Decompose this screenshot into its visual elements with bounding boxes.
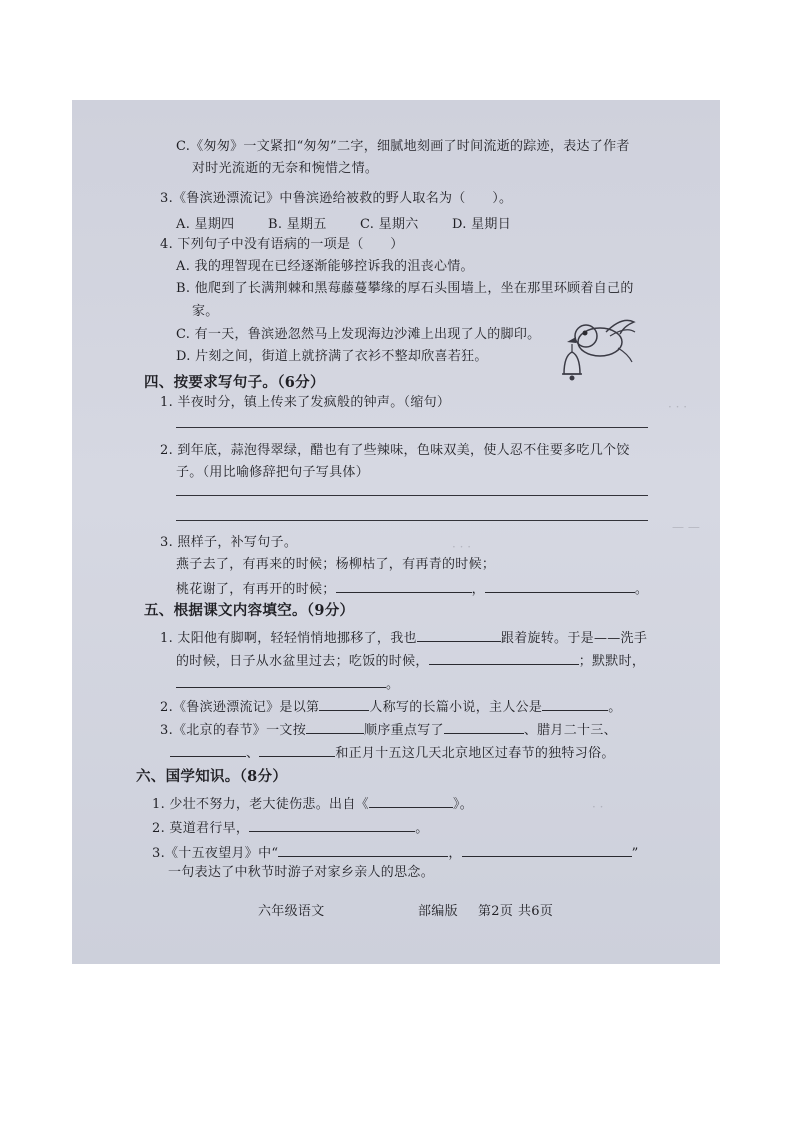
- footer-subject: 六年级语文: [258, 904, 325, 919]
- sec4-q3: 3. 照样子，补写句子。: [160, 535, 298, 550]
- sec6-q3-blank-1[interactable]: [278, 842, 448, 857]
- sec6-q3-line2: 一句表达了中秋节时游子对家乡亲人的思念。: [168, 865, 435, 880]
- q3-options: [176, 216, 544, 234]
- section-5-title: 五、根据课文内容填空。（9分）: [144, 602, 355, 619]
- sec5-q2-text-b: 人称写的长篇小说，主人公是: [369, 700, 543, 715]
- sec6-q2: [152, 817, 429, 838]
- sec5-q1-line3: [176, 673, 399, 694]
- sec6-q1-close: 》。: [452, 797, 474, 812]
- q3-option-d: D. 星期日: [452, 217, 512, 232]
- sec6-q3-blank-2[interactable]: [462, 842, 632, 857]
- sec4-q3-example: 燕子去了，有再来的时候；杨柳枯了，有再青的时候；: [176, 557, 496, 572]
- sec6-q3-quote: ”: [631, 846, 639, 861]
- q2-option-c-line1: C.《匆匆》一文紧扣“匆匆”二字，细腻地刻画了时间流逝的踪迹，表达了作者: [176, 139, 630, 154]
- bleed-through-mark: · · ·: [452, 540, 472, 554]
- exam-page: [72, 100, 720, 964]
- sec6-q3-comma: ，: [448, 846, 462, 861]
- sec5-q3-text-a: 3.《北京的春节》一文按: [160, 723, 307, 738]
- bird-with-bell-icon: [558, 312, 636, 388]
- sec5-q2-blank-2[interactable]: [542, 696, 608, 711]
- sec4-q3-comma: ，: [471, 582, 485, 597]
- sec5-q1-blank-2[interactable]: [429, 650, 579, 665]
- sec5-q2-period: 。: [608, 700, 622, 715]
- sec6-q2-blank[interactable]: [249, 817, 415, 832]
- sec5-q3-sep: 、: [246, 746, 260, 761]
- sec5-q3-blank-4[interactable]: [259, 742, 335, 757]
- sec5-q1-line2: [176, 650, 645, 671]
- sec4-q1: 1. 半夜时分，镇上传来了发疯般的钟声。（缩句）: [160, 395, 451, 410]
- sec5-q1-blank-1[interactable]: [417, 627, 501, 642]
- sec4-q2-line2: 子。（用比喻修辞把句子写具体）: [176, 465, 370, 480]
- sec6-q1-text: 1. 少壮不努力，老大徒伤悲。出自《: [152, 797, 369, 812]
- sec5-q3-blank-3[interactable]: [170, 742, 246, 757]
- q4-option-c: C. 有一天，鲁滨逊忽然马上发现海边沙滩上出现了人的脚印。: [176, 327, 541, 342]
- sec5-q1-text-a: 1. 太阳他有脚啊，轻轻悄悄地挪移了，我也: [160, 631, 417, 646]
- sec4-q2-line1: 2. 到年底，蒜泡得翠绿，醋也有了些辣味，色味双美，使人忍不住要多吃几个饺: [160, 443, 630, 458]
- q4-option-d: D. 片刻之间，街道上就挤满了衣衫不整却欣喜若狂。: [176, 349, 488, 364]
- sec5-q3-line1: [160, 719, 617, 740]
- q4-option-b-line1: B. 他爬到了长满荆棘和黑莓藤蔓攀缘的厚石头围墙上，坐在那里环顾着自己的: [176, 281, 634, 296]
- q4-option-a: A. 我的理智现在已经逐渐能够控诉我的沮丧心情。: [176, 259, 474, 274]
- q2-option-c-line2: 对时光流逝的无奈和惋惜之情。: [192, 161, 379, 176]
- sec5-q2: [160, 696, 622, 717]
- footer-total: 共6页: [518, 904, 554, 919]
- q3-stem: 3.《鲁滨逊漂流记》中鲁滨逊给被救的野人取名为（ ）。: [160, 191, 513, 206]
- sec4-q3-period: 。: [634, 582, 649, 597]
- sec6-q2-period: 。: [415, 821, 429, 836]
- section-6-title: 六、国学知识。（8分）: [136, 768, 288, 785]
- sec6-q2-text: 2. 莫道君行早，: [152, 821, 250, 836]
- sec5-q2-blank-1[interactable]: [319, 696, 369, 711]
- q4-stem: 4. 下列句子中没有语病的一项是（ ）: [160, 237, 404, 252]
- sec4-q3-blank-1[interactable]: [336, 578, 472, 593]
- q4-option-b-line2: 家。: [192, 304, 219, 319]
- sec5-q1-blank-3[interactable]: [176, 673, 386, 688]
- sec6-q3-line1: [152, 842, 639, 863]
- sec5-q3-text-b: 顺序重点写了: [364, 723, 444, 738]
- sec5-q3-text-c: 、腊月二十三、: [523, 723, 617, 738]
- sec5-q1-period: 。: [386, 677, 400, 692]
- bleed-through-mark: · · ·: [668, 400, 688, 414]
- sec5-q3-blank-1[interactable]: [306, 719, 364, 734]
- sec4-q3-fill-line: [176, 578, 648, 599]
- sec4-q2-answer-line-2[interactable]: [176, 520, 648, 521]
- q3-option-c: C. 星期六: [360, 217, 419, 232]
- section-4-title: 四、按要求写句子。（6分）: [144, 374, 325, 391]
- sec4-q2-answer-line-1[interactable]: [176, 495, 648, 496]
- sec6-q1-blank[interactable]: [369, 793, 453, 808]
- sec5-q1-text-c: 的时候，日子从水盆里过去；吃饭的时候，: [176, 654, 429, 669]
- sec5-q1-line1: [160, 627, 647, 648]
- sec5-q2-text-a: 2.《鲁滨逊漂流记》是以第: [160, 700, 320, 715]
- sec6-q3-text: 3.《十五夜望月》中“: [152, 846, 279, 861]
- bleed-through-mark: — —: [672, 520, 700, 534]
- sec6-q1: [152, 793, 473, 814]
- sec4-q3-blank-2[interactable]: [485, 578, 635, 593]
- sec5-q3-text-d: 和正月十五这几天北京地区过春节的独特习俗。: [335, 746, 615, 761]
- sec5-q3-blank-2[interactable]: [444, 719, 524, 734]
- q3-option-b: B. 星期五: [268, 217, 327, 232]
- sec4-q3-prompt: 桃花谢了，有再开的时候；: [176, 582, 336, 597]
- bleed-through-mark: · ·: [592, 800, 604, 814]
- sec5-q1-text-b: 跟着旋转。于是——洗手: [500, 631, 648, 646]
- footer-edition: 部编版: [418, 904, 458, 919]
- sec5-q1-text-d: ；默默时，: [578, 654, 646, 669]
- sec5-q3-line2: [170, 742, 615, 763]
- sec4-q1-answer-line[interactable]: [176, 427, 648, 428]
- q3-option-a: A. 星期四: [176, 217, 235, 232]
- footer-page: 第2页: [478, 904, 514, 919]
